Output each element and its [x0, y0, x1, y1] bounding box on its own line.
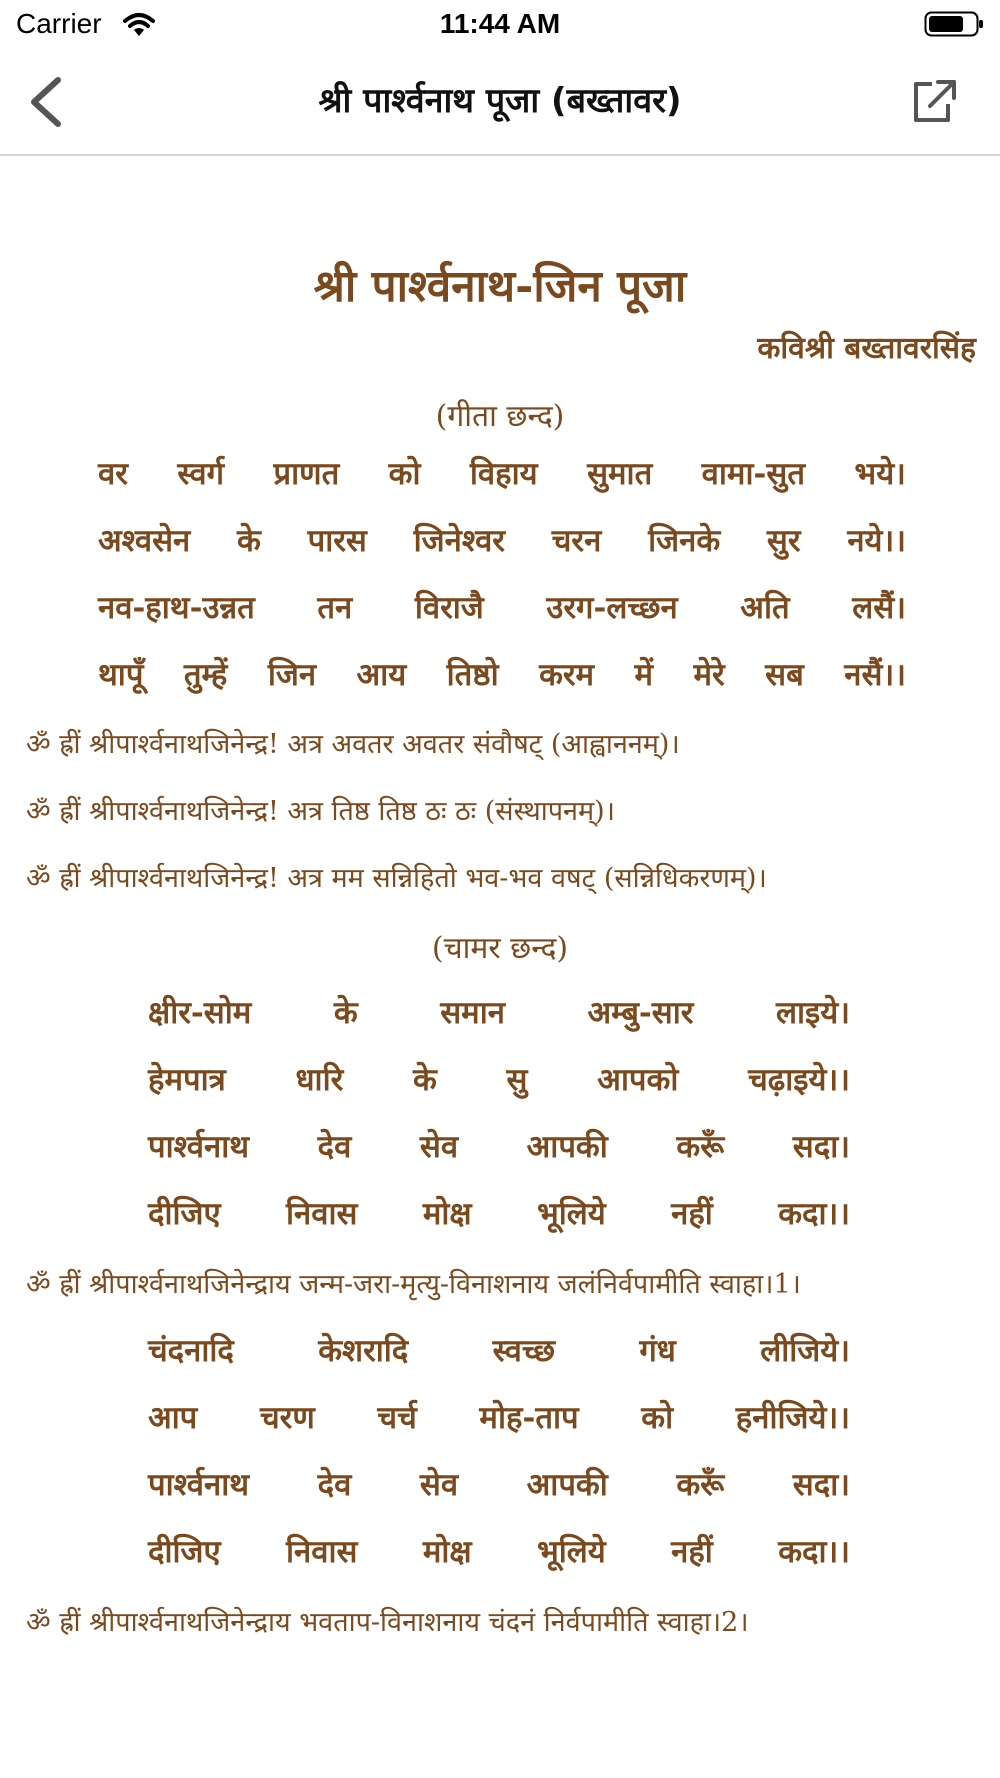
verse-word: निवास: [286, 1196, 358, 1232]
verse-word: आपको: [597, 1062, 679, 1098]
verse-line: [148, 1058, 850, 1100]
verse-word: वर: [98, 456, 128, 492]
verse-word: आपकी: [526, 1129, 608, 1165]
verse-word: करूँ: [676, 1129, 725, 1165]
verse-word: हनीजिये।।: [735, 1400, 850, 1436]
verse-word: लाइये।: [776, 995, 850, 1031]
verse-word: को: [388, 456, 421, 492]
verse-word: भये।: [854, 456, 906, 492]
verse-word: विहाय: [469, 456, 538, 492]
verse-word: थापूँ: [98, 657, 144, 693]
verse-word: के: [237, 523, 261, 559]
verse-word: प्राणत: [273, 456, 340, 492]
verse-word: आपकी: [526, 1467, 608, 1503]
verse-word: सेव: [419, 1129, 459, 1165]
verse-line: [148, 1329, 850, 1371]
verse-line: [148, 1463, 850, 1505]
verse-word: सेव: [419, 1467, 459, 1503]
verse-word: नव-हाथ-उन्नत: [98, 590, 255, 626]
verse-word: समान: [440, 995, 505, 1031]
verse-word: सुमात: [587, 456, 653, 492]
verse-word: आप: [148, 1400, 198, 1436]
verse-word: सुर: [766, 523, 801, 559]
mantra-line: ॐ ह्रीं श्रीपार्श्वनाथजिनेन्द्राय भवताप-विनाशनाय चंदनं निर्वपामीति स्वाहा।2।: [26, 1607, 749, 1638]
mantra-line: ॐ ह्रीं श्रीपार्श्वनाथजिनेन्द्र! अत्र तिष्ठ तिष्ठ ठः ठः (संस्थापनम्)।: [26, 796, 615, 827]
verse-word: जिनेश्वर: [413, 523, 505, 559]
verse-word: केशरादि: [318, 1333, 409, 1369]
verse-line: [148, 1125, 850, 1167]
verse-word: नसैं।।: [844, 657, 906, 693]
verse-word: मोक्ष: [422, 1196, 472, 1232]
verse-word: नहीं: [671, 1196, 713, 1232]
verse-word: चरन: [551, 523, 602, 559]
navigation-bar: [0, 50, 1000, 156]
meter-heading: (चामर छन्द): [431, 931, 569, 966]
verse-word: पार्श्वनाथ: [148, 1467, 250, 1503]
verse-word: सदा।: [792, 1129, 850, 1165]
verse-word: के: [413, 1062, 437, 1098]
verse-word: क्षीर-सोम: [148, 995, 252, 1031]
verse-word: को: [641, 1400, 674, 1436]
verse-word: उरग-लच्छन: [546, 590, 678, 626]
verse-word: भूलिये: [536, 1196, 606, 1232]
verse-line: [148, 1396, 850, 1438]
battery-icon: [924, 11, 984, 37]
verse-word: नये।।: [847, 523, 906, 559]
verse-line: [98, 653, 906, 695]
verse-word: दीजिए: [148, 1196, 221, 1232]
verse-word: सु: [506, 1062, 528, 1098]
verse-word: पारस: [307, 523, 367, 559]
verse-word: मोह-ताप: [479, 1400, 579, 1436]
verse-word: तुम्हें: [183, 657, 228, 693]
verse-word: करम: [539, 657, 595, 693]
verse-word: देव: [317, 1467, 352, 1503]
verse-word: विराजै: [414, 590, 484, 626]
verse-word: सब: [765, 657, 804, 693]
verse-line: [98, 519, 906, 561]
verse-line: [98, 586, 906, 628]
mantra-line: ॐ ह्रीं श्रीपार्श्वनाथजिनेन्द्र! अत्र मम सन्निहितो भव-भव वषट् (सन्निधिकरणम्)।: [26, 863, 767, 894]
verse-word: चरण: [259, 1400, 315, 1436]
mantra-line: ॐ ह्रीं श्रीपार्श्वनाथजिनेन्द्राय जन्म-जरा-मृत्यु-विनाशनाय जलंनिर्वपामीति स्वाहा।1।: [26, 1269, 801, 1300]
verse-word: मोक्ष: [422, 1534, 472, 1570]
verse-word: हेमपात्र: [148, 1062, 226, 1098]
verse-word: जिन: [267, 657, 317, 693]
verse-word: मेरे: [693, 657, 725, 693]
status-bar: [0, 0, 1000, 50]
verse-word: चढ़ाइये।।: [748, 1062, 850, 1098]
verse-line: [148, 991, 850, 1033]
verse-word: पार्श्वनाथ: [148, 1129, 250, 1165]
verse-word: आय: [356, 657, 407, 693]
verse-word: निवास: [286, 1534, 358, 1570]
verse-line: [98, 452, 906, 494]
verse-word: वामा-सुत: [701, 456, 805, 492]
carrier-label: Carrier: [16, 8, 102, 39]
verse-word: स्वच्छ: [492, 1333, 556, 1369]
verse-word: में: [634, 657, 654, 693]
verse-word: अश्वसेन: [98, 523, 191, 559]
author-name: कविश्री बख्तावरसिंह: [757, 331, 976, 366]
verse-word: लसैं।: [852, 590, 906, 626]
verse-word: तिष्ठो: [446, 657, 499, 693]
status-time: 11:44 AM: [439, 8, 561, 39]
verse-word: जिनके: [648, 523, 721, 559]
verse-word: सदा।: [792, 1467, 850, 1503]
verse-word: कदा।।: [778, 1196, 850, 1232]
verse-word: तन: [317, 590, 353, 626]
doc-title: श्री पार्श्वनाथ-जिन पूजा: [313, 261, 687, 312]
back-button[interactable]: [22, 72, 72, 132]
verse-word: नहीं: [671, 1534, 713, 1570]
verse-word: धारि: [295, 1062, 344, 1098]
verse-word: चर्च: [377, 1400, 417, 1436]
verse-word: दीजिए: [148, 1534, 221, 1570]
verse-line: [148, 1192, 850, 1234]
verse-word: करूँ: [676, 1467, 725, 1503]
verse-word: भूलिये: [536, 1534, 606, 1570]
verse-word: अति: [740, 590, 790, 626]
verse-line: [148, 1530, 850, 1572]
mantra-line: ॐ ह्रीं श्रीपार्श्वनाथजिनेन्द्र! अत्र अवतर अवतर संवौषट् (आह्वाननम्)।: [26, 729, 680, 760]
puja-content: [0, 156, 1000, 1778]
verse-word: चंदनादि: [148, 1333, 234, 1369]
verse-word: कदा।।: [778, 1534, 850, 1570]
share-button[interactable]: [908, 76, 960, 128]
verse-word: गंध: [639, 1333, 676, 1369]
verse-word: स्वर्ग: [177, 456, 225, 492]
verse-word: लीजिये।: [760, 1333, 850, 1369]
meter-heading: (गीता छन्द): [435, 399, 565, 434]
verse-word: अम्बु-सार: [587, 995, 694, 1031]
verse-word: देव: [317, 1129, 352, 1165]
page-title: श्री पार्श्वनाथ पूजा (बख्तावर): [318, 81, 682, 121]
verse-word: के: [333, 995, 358, 1031]
